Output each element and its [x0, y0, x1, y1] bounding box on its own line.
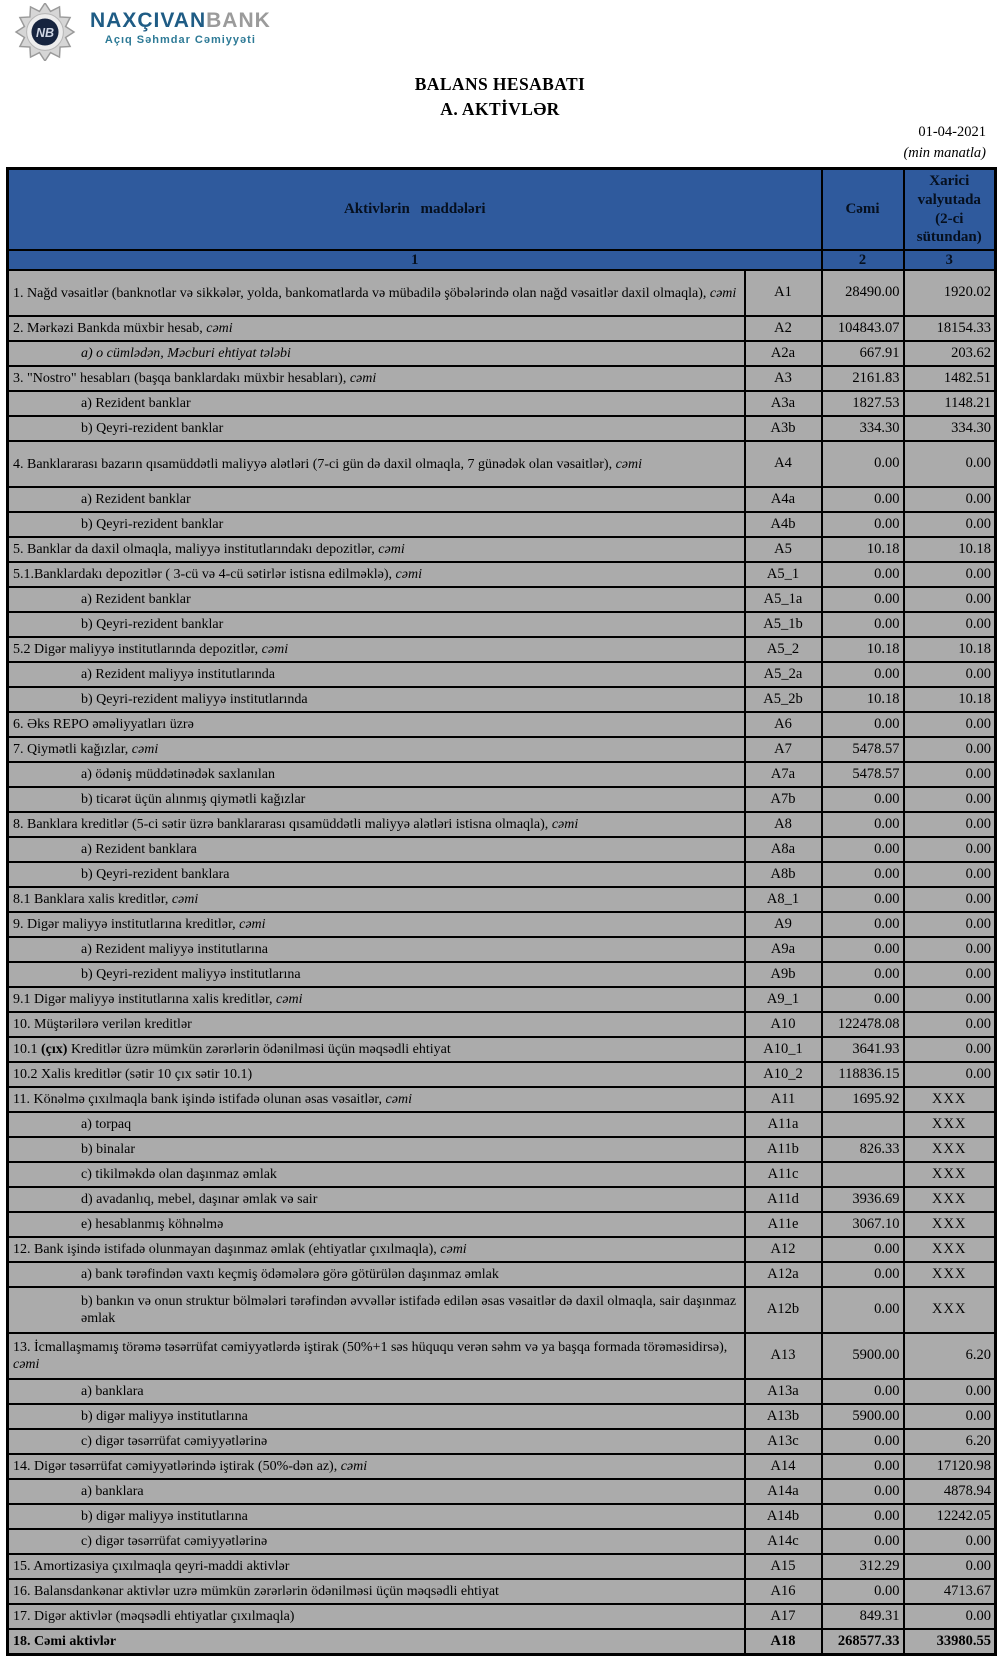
row-label: 5.1.Banklardakı depozitlər ( 3-cü və 4-cü sətirlər istisna edilməklə), cəmi: [8, 562, 745, 587]
row-label: 10. Müştərilərə verilən kreditlər: [8, 1012, 745, 1037]
row-code: A11d: [745, 1187, 822, 1212]
row-total: 0.00: [822, 1287, 904, 1333]
report-title-line1: BALANS HESABATI: [414, 74, 586, 94]
row-code: A11: [745, 1087, 822, 1112]
row-label: b) Qeyri-rezident maliyyə institutlarında: [8, 687, 745, 712]
row-foreign: 0.00: [904, 812, 996, 837]
row-code: A12: [745, 1237, 822, 1262]
row-total: 10.18: [822, 687, 904, 712]
row-label: b) Qeyri-rezident maliyyə institutlarına: [8, 962, 745, 987]
row-code: A13: [745, 1333, 822, 1379]
row-code: A8: [745, 812, 822, 837]
row-foreign: 0.00: [904, 962, 996, 987]
bank-badge-icon: [14, 3, 76, 61]
table-row: [8, 1404, 996, 1429]
row-foreign: 10.18: [904, 537, 996, 562]
row-foreign: 0.00: [904, 441, 996, 487]
row-total: 0.00: [822, 1429, 904, 1454]
row-label: e) hesablanmış köhnəlmə: [8, 1212, 745, 1237]
row-label: a) o cümlədən, Məcburi ehtiyat tələbi: [8, 341, 745, 366]
row-code: A10: [745, 1012, 822, 1037]
row-label: 18. Cəmi aktivlər: [8, 1629, 745, 1655]
report-title-line2: A. AKTİVLƏR: [440, 99, 560, 120]
row-label: b) Qeyri-rezident banklar: [8, 612, 745, 637]
table-row: [8, 612, 996, 637]
row-total: 0.00: [822, 1479, 904, 1504]
row-label: 10.1 (çıx) Kreditlər üzrə mümkün zərərlərin ödənilməsi üçün məqsədli ehtiyat: [8, 1037, 745, 1062]
row-label: 5. Banklar da daxil olmaqla, maliyyə institutlarındakı depozitlər, cəmi: [8, 537, 745, 562]
row-total: [822, 1112, 904, 1137]
row-foreign: 334.30: [904, 416, 996, 441]
row-foreign: 0.00: [904, 887, 996, 912]
row-total: 0.00: [822, 887, 904, 912]
table-row: [8, 341, 996, 366]
row-code: A12a: [745, 1262, 822, 1287]
row-total: 312.29: [822, 1554, 904, 1579]
table-row: [8, 316, 996, 341]
row-code: A18: [745, 1629, 822, 1655]
row-foreign: 10.18: [904, 687, 996, 712]
table-row: [8, 1554, 996, 1579]
row-label: b) digər maliyyə institutlarına: [8, 1504, 745, 1529]
table-row: [8, 1262, 996, 1287]
row-foreign: 6.20: [904, 1429, 996, 1454]
row-total: 3067.10: [822, 1212, 904, 1237]
row-foreign: XXX: [904, 1212, 996, 1237]
row-total: 0.00: [822, 712, 904, 737]
table-row: [8, 912, 996, 937]
row-total: 10.18: [822, 637, 904, 662]
row-total: 1827.53: [822, 391, 904, 416]
row-total: 0.00: [822, 987, 904, 1012]
row-foreign: 0.00: [904, 1529, 996, 1554]
table-row: [8, 416, 996, 441]
row-total: 0.00: [822, 912, 904, 937]
row-total: 1695.92: [822, 1087, 904, 1112]
row-foreign: 0.00: [904, 762, 996, 787]
row-foreign: 6.20: [904, 1333, 996, 1379]
table-row: [8, 937, 996, 962]
row-code: A15: [745, 1554, 822, 1579]
bank-wordmark: [90, 3, 271, 46]
row-label: 7. Qiymətli kağızlar, cəmi: [8, 737, 745, 762]
row-total: 118836.15: [822, 1062, 904, 1087]
row-total: 5900.00: [822, 1333, 904, 1379]
row-total: 0.00: [822, 1529, 904, 1554]
table-row: [8, 1379, 996, 1404]
row-total: 0.00: [822, 662, 904, 687]
row-label: 8. Banklara kreditlər (5-ci sətir üzrə banklararası qısamüddətli maliyyə alətləri istisna olmaqla), cəmi: [8, 812, 745, 837]
row-foreign: 0.00: [904, 1012, 996, 1037]
row-code: A14a: [745, 1479, 822, 1504]
row-code: A9: [745, 912, 822, 937]
bank-subtitle: Açıq Səhmdar Cəmiyyəti: [104, 34, 256, 46]
row-foreign: 1482.51: [904, 366, 996, 391]
row-code: A14c: [745, 1529, 822, 1554]
row-total: 0.00: [822, 1379, 904, 1404]
col-number-foreign: 3: [904, 250, 996, 270]
table-row: [8, 637, 996, 662]
table-row: [8, 1112, 996, 1137]
row-foreign: 10.18: [904, 637, 996, 662]
row-total: 0.00: [822, 1504, 904, 1529]
row-total: 5478.57: [822, 737, 904, 762]
table-row: [8, 662, 996, 687]
row-label: a) Rezident maliyyə institutlarında: [8, 662, 745, 687]
row-total: 334.30: [822, 416, 904, 441]
table-row: [8, 762, 996, 787]
row-code: A7b: [745, 787, 822, 812]
row-foreign: 33980.55: [904, 1629, 996, 1655]
table-row: [8, 512, 996, 537]
row-total: 0.00: [822, 1454, 904, 1479]
row-foreign: 0.00: [904, 787, 996, 812]
row-label: 1. Nağd vəsaitlər (banknotlar və sikkələr, yolda, bankomatlarda və mübadilə şöbələrində olan nağd vəsaitlər daxil olmaqla), cəmi: [8, 270, 745, 316]
row-total: 0.00: [822, 937, 904, 962]
row-label: b) binalar: [8, 1137, 745, 1162]
row-foreign: XXX: [904, 1262, 996, 1287]
row-code: A8b: [745, 862, 822, 887]
row-code: A9a: [745, 937, 822, 962]
row-code: A13c: [745, 1429, 822, 1454]
table-row: [8, 812, 996, 837]
row-foreign: 0.00: [904, 612, 996, 637]
row-foreign: 0.00: [904, 737, 996, 762]
row-code: A5_2: [745, 637, 822, 662]
col-header-total: Cəmi: [822, 169, 904, 251]
table-row: [8, 1212, 996, 1237]
row-total: 10.18: [822, 537, 904, 562]
row-foreign: 18154.33: [904, 316, 996, 341]
table-row: [8, 1162, 996, 1187]
row-code: A4b: [745, 512, 822, 537]
row-total: 2161.83: [822, 366, 904, 391]
row-code: A11a: [745, 1112, 822, 1137]
row-total: 0.00: [822, 962, 904, 987]
report-title: [0, 72, 1000, 123]
table-row: [8, 1429, 996, 1454]
row-total: 0.00: [822, 441, 904, 487]
table-row: [8, 1479, 996, 1504]
row-label: 5.2 Digər maliyyə institutlarında depozitlər, cəmi: [8, 637, 745, 662]
row-total: 0.00: [822, 512, 904, 537]
row-label: 13. İcmallaşmamış törəmə təsərrüfat cəmiyyətlərdə iştirak (50%+1 səs hüququ verən səhm və ya başqa formada törəməsidirsə), cəmi: [8, 1333, 745, 1379]
table-row: [8, 1187, 996, 1212]
row-foreign: XXX: [904, 1237, 996, 1262]
row-label: d) avadanlıq, mebel, daşınar əmlak və sair: [8, 1187, 745, 1212]
row-foreign: XXX: [904, 1137, 996, 1162]
row-foreign: XXX: [904, 1087, 996, 1112]
row-label: a) Rezident banklar: [8, 487, 745, 512]
row-code: A2a: [745, 341, 822, 366]
row-foreign: 17120.98: [904, 1454, 996, 1479]
row-label: a) banklara: [8, 1479, 745, 1504]
row-foreign: 0.00: [904, 512, 996, 537]
table-row: [8, 391, 996, 416]
row-foreign: 0.00: [904, 1062, 996, 1087]
row-label: c) digər təsərrüfat cəmiyyətlərinə: [8, 1429, 745, 1454]
row-code: A6: [745, 712, 822, 737]
row-code: A7a: [745, 762, 822, 787]
table-row: [8, 587, 996, 612]
row-foreign: 0.00: [904, 1604, 996, 1629]
row-label: b) Qeyri-rezident banklara: [8, 862, 745, 887]
table-row: [8, 562, 996, 587]
row-code: A3b: [745, 416, 822, 441]
table-row: [8, 1529, 996, 1554]
row-label: 15. Amortizasiya çıxılmaqla qeyri-maddi aktivlər: [8, 1554, 745, 1579]
row-code: A1: [745, 270, 822, 316]
row-code: A11c: [745, 1162, 822, 1187]
row-foreign: XXX: [904, 1112, 996, 1137]
row-code: A3: [745, 366, 822, 391]
report-date: 01-04-2021: [918, 124, 986, 140]
row-total: [822, 1162, 904, 1187]
row-foreign: 0.00: [904, 937, 996, 962]
row-total: 28490.00: [822, 270, 904, 316]
table-row: [8, 837, 996, 862]
row-code: A4a: [745, 487, 822, 512]
row-code: A5_1b: [745, 612, 822, 637]
row-total: 0.00: [822, 812, 904, 837]
row-label: 14. Digər təsərrüfat cəmiyyətlərində iştirak (50%-dən az), cəmi: [8, 1454, 745, 1479]
row-total: 849.31: [822, 1604, 904, 1629]
row-code: A5_2a: [745, 662, 822, 687]
table-row: [8, 787, 996, 812]
row-code: A17: [745, 1604, 822, 1629]
row-code: A13b: [745, 1404, 822, 1429]
badge-initials: NB: [35, 25, 55, 40]
row-code: A2: [745, 316, 822, 341]
row-code: A10_1: [745, 1037, 822, 1062]
table-row: [8, 1629, 996, 1655]
table-row: [8, 1579, 996, 1604]
row-code: A4: [745, 441, 822, 487]
row-code: A9_1: [745, 987, 822, 1012]
row-label: 4. Banklararası bazarın qısamüddətli maliyyə alətləri (7-ci gün də daxil olmaqla, 7 günədək olan vəsaitlər), cəmi: [8, 441, 745, 487]
row-foreign: XXX: [904, 1162, 996, 1187]
table-row: [8, 537, 996, 562]
col-header-items: Aktivlərin maddələri: [8, 169, 822, 251]
col-header-foreign: Xarici valyutada (2-ci sütundan): [904, 169, 996, 251]
row-foreign: XXX: [904, 1287, 996, 1333]
table-row: [8, 1287, 996, 1333]
row-label: 10.2 Xalis kreditlər (sətir 10 çıx sətir 10.1): [8, 1062, 745, 1087]
row-code: A8_1: [745, 887, 822, 912]
table-row: [8, 1454, 996, 1479]
row-code: A3a: [745, 391, 822, 416]
row-code: A5_2b: [745, 687, 822, 712]
table-row: [8, 366, 996, 391]
row-foreign: 0.00: [904, 562, 996, 587]
row-label: 2. Mərkəzi Bankda müxbir hesab, cəmi: [8, 316, 745, 341]
row-label: a) banklara: [8, 1379, 745, 1404]
row-total: 3641.93: [822, 1037, 904, 1062]
row-label: b) Qeyri-rezident banklar: [8, 416, 745, 441]
row-label: c) digər təsərrüfat cəmiyyətlərinə: [8, 1529, 745, 1554]
table-row: [8, 1062, 996, 1087]
row-label: 9.1 Digər maliyyə institutlarına xalis kreditlər, cəmi: [8, 987, 745, 1012]
row-foreign: 0.00: [904, 487, 996, 512]
table-row: [8, 487, 996, 512]
row-foreign: 0.00: [904, 987, 996, 1012]
row-label: a) ödəniş müddətinədək saxlanılan: [8, 762, 745, 787]
row-label: 9. Digər maliyyə institutlarına kreditlər, cəmi: [8, 912, 745, 937]
row-foreign: 1148.21: [904, 391, 996, 416]
row-foreign: 1920.02: [904, 270, 996, 316]
row-total: 268577.33: [822, 1629, 904, 1655]
table-row: [8, 1333, 996, 1379]
table-row: [8, 1012, 996, 1037]
row-code: A16: [745, 1579, 822, 1604]
row-code: A10_2: [745, 1062, 822, 1087]
row-total: 0.00: [822, 1237, 904, 1262]
table-row: [8, 862, 996, 887]
row-label: 8.1 Banklara xalis kreditlər, cəmi: [8, 887, 745, 912]
row-label: 6. Əks REPO əməliyyatları üzrə: [8, 712, 745, 737]
row-total: 826.33: [822, 1137, 904, 1162]
row-foreign: 0.00: [904, 1379, 996, 1404]
table-row: [8, 1504, 996, 1529]
table-row: [8, 1037, 996, 1062]
row-code: A8a: [745, 837, 822, 862]
row-label: 17. Digər aktivlər (məqsədli ehtiyatlar çıxılmaqla): [8, 1604, 745, 1629]
row-code: A14b: [745, 1504, 822, 1529]
row-code: A7: [745, 737, 822, 762]
row-total: 0.00: [822, 1579, 904, 1604]
row-code: A5_1a: [745, 587, 822, 612]
row-label: b) ticarət üçün alınmış qiymətli kağızlar: [8, 787, 745, 812]
row-foreign: 0.00: [904, 662, 996, 687]
row-label: c) tikilməkdə olan daşınmaz əmlak: [8, 1162, 745, 1187]
row-foreign: 12242.05: [904, 1504, 996, 1529]
row-label: 11. Könəlmə çıxılmaqla bank işində istifadə olunan əsas vəsaitlər, cəmi: [8, 1087, 745, 1112]
table-row: [8, 1137, 996, 1162]
bank-name-primary: NAXÇIVAN: [90, 9, 207, 32]
col-number-items: 1: [8, 250, 822, 270]
table-row: [8, 1237, 996, 1262]
row-label: a) bank tərəfindən vaxtı keçmiş ödəmələrə görə götürülən daşınmaz əmlak: [8, 1262, 745, 1287]
bank-name-secondary: BANK: [206, 9, 271, 32]
row-foreign: 203.62: [904, 341, 996, 366]
table-row: [8, 270, 996, 316]
row-label: a) torpaq: [8, 1112, 745, 1137]
table-row: [8, 441, 996, 487]
row-total: 5478.57: [822, 762, 904, 787]
row-total: 667.91: [822, 341, 904, 366]
row-foreign: 0.00: [904, 837, 996, 862]
header-number-row: [8, 250, 996, 270]
row-label: b) bankın və onun struktur bölmələri tərəfindən əvvəllər istifadə edilən əsas vəsaitlər də daxil olmaqla, sair daşınmaz əmlak: [8, 1287, 745, 1333]
row-foreign: 0.00: [904, 862, 996, 887]
row-label: a) Rezident banklara: [8, 837, 745, 862]
report-meta: [903, 124, 986, 162]
row-total: 5900.00: [822, 1404, 904, 1429]
table-row: [8, 737, 996, 762]
row-label: 16. Balansdankənar aktivlər uzrə mümkün zərərlərin ödənilməsi üçün məqsədli ehtiyat: [8, 1579, 745, 1604]
row-label: 12. Bank işində istifadə olunmayan daşınmaz əmlak (ehtiyatlar çıxılmaqla), cəmi: [8, 1237, 745, 1262]
table-row: [8, 712, 996, 737]
row-code: A9b: [745, 962, 822, 987]
row-total: 122478.08: [822, 1012, 904, 1037]
unit-note: (min manatla): [903, 145, 986, 161]
row-total: 0.00: [822, 787, 904, 812]
table-row: [8, 1087, 996, 1112]
row-label: a) Rezident maliyyə institutlarına: [8, 937, 745, 962]
row-foreign: 0.00: [904, 1037, 996, 1062]
balance-sheet-table: [6, 167, 997, 1656]
row-label: b) digər maliyyə institutlarına: [8, 1404, 745, 1429]
table-row: [8, 987, 996, 1012]
row-total: 3936.69: [822, 1187, 904, 1212]
row-code: A12b: [745, 1287, 822, 1333]
row-total: 0.00: [822, 1262, 904, 1287]
row-code: A11b: [745, 1137, 822, 1162]
row-label: b) Qeyri-rezident banklar: [8, 512, 745, 537]
row-total: 0.00: [822, 587, 904, 612]
row-total: 0.00: [822, 562, 904, 587]
row-code: A11e: [745, 1212, 822, 1237]
table-row: [8, 887, 996, 912]
row-code: A13a: [745, 1379, 822, 1404]
row-code: A5_1: [745, 562, 822, 587]
row-foreign: 0.00: [904, 712, 996, 737]
row-foreign: 4713.67: [904, 1579, 996, 1604]
row-foreign: 0.00: [904, 1554, 996, 1579]
row-label: a) Rezident banklar: [8, 391, 745, 416]
row-foreign: 4878.94: [904, 1479, 996, 1504]
header-row: [8, 169, 996, 251]
table-row: [8, 687, 996, 712]
row-foreign: 0.00: [904, 587, 996, 612]
row-foreign: XXX: [904, 1187, 996, 1212]
row-total: 0.00: [822, 612, 904, 637]
row-total: 0.00: [822, 837, 904, 862]
row-code: A5: [745, 537, 822, 562]
asset-table-body: [8, 270, 996, 1655]
col-number-total: 2: [822, 250, 904, 270]
table-row: [8, 962, 996, 987]
row-total: 0.00: [822, 487, 904, 512]
row-code: A14: [745, 1454, 822, 1479]
table-row: [8, 1604, 996, 1629]
row-total: 0.00: [822, 862, 904, 887]
row-label: 3. "Nostro" hesabları (başqa banklardakı müxbir hesabları), cəmi: [8, 366, 745, 391]
row-foreign: 0.00: [904, 1404, 996, 1429]
row-label: a) Rezident banklar: [8, 587, 745, 612]
row-foreign: 0.00: [904, 912, 996, 937]
bank-logo: [14, 3, 271, 61]
row-total: 104843.07: [822, 316, 904, 341]
table-header: [8, 169, 996, 271]
